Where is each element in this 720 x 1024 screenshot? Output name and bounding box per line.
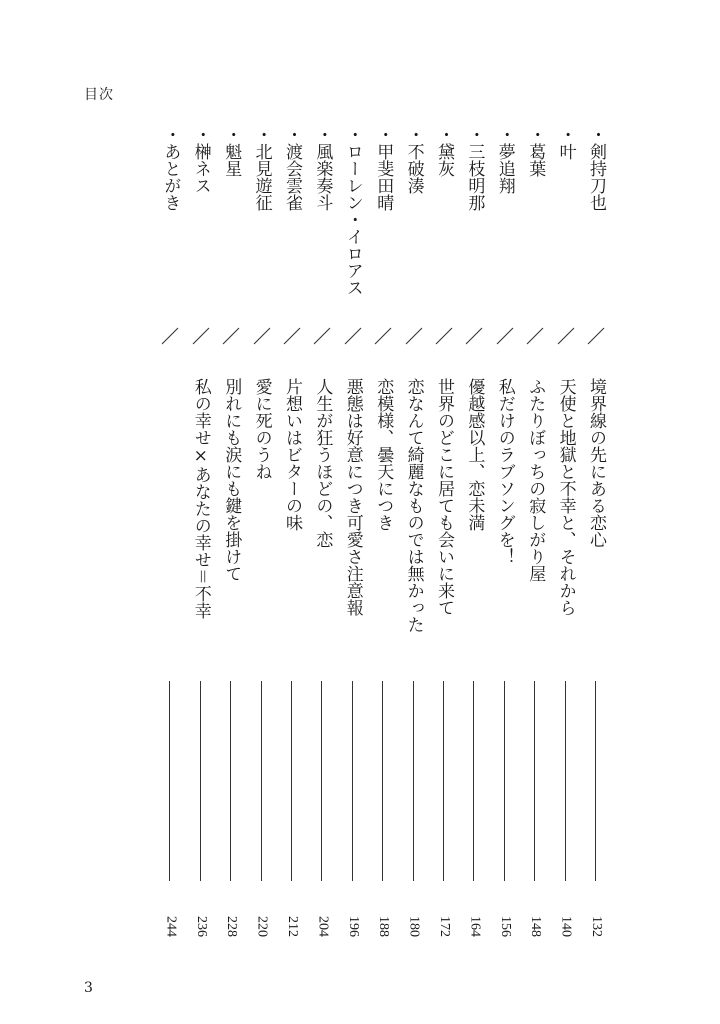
- toc-entry-page: [521, 916, 549, 937]
- toc-entry-subtitle: 私の幸せ×あなたの幸せ＝不幸: [190, 378, 211, 619]
- slash-separator: [434, 326, 454, 346]
- slash-separator: [556, 326, 576, 346]
- toc-entry-page: [491, 916, 519, 937]
- toc-entry: [308, 126, 336, 946]
- toc-entry-page-number: 204: [315, 916, 331, 937]
- toc-entry-subtitle: 悪態は好意につき可愛さ注意報: [342, 378, 363, 616]
- slash-separator: [160, 326, 180, 346]
- toc-entry: [278, 126, 306, 946]
- toc-entry-name: ・不破湊: [403, 126, 424, 194]
- toc-entry-name: ・あとがき: [160, 126, 181, 211]
- toc-entry-page: [582, 916, 610, 937]
- leader-line: [321, 681, 322, 881]
- toc-entry-name: ・甲斐田晴: [373, 126, 394, 211]
- page-title: 目次: [84, 87, 114, 103]
- slash-separator: [282, 326, 302, 346]
- toc-entry-name: ・風楽奏斗: [312, 126, 333, 211]
- toc-entry-name: ・剣持刀也: [586, 126, 606, 211]
- slash-separator: [191, 326, 211, 346]
- toc-entry-subtitle: 人生が狂うほどの、恋: [312, 378, 333, 548]
- leader-line: [504, 681, 505, 881]
- toc-entry-page: [187, 916, 215, 937]
- leader-line: [230, 681, 231, 881]
- toc-entry-page-number: 156: [497, 916, 513, 937]
- leader-line: [352, 681, 353, 881]
- toc-entry-page: [430, 916, 458, 937]
- toc-entry-page-number: 140: [558, 916, 574, 937]
- toc-entry-subtitle: ふたりぼっちの寂しがり屋: [525, 378, 546, 582]
- leader-line: [443, 681, 444, 881]
- toc-entry-page-number: 132: [589, 916, 604, 937]
- toc-entry-page: [339, 916, 367, 937]
- toc-entry-page-number: 228: [224, 916, 240, 937]
- toc-entry-subtitle: 別れにも涙にも鍵を掛けて: [221, 378, 242, 582]
- leader-line: [169, 681, 170, 881]
- toc-entry-name: ・夢追翔: [494, 126, 515, 194]
- toc-entry-name: ・魁星: [221, 126, 242, 177]
- toc-entry-page: [369, 916, 397, 937]
- slash-separator: [252, 326, 272, 346]
- toc-entry-page-number: 244: [163, 916, 179, 937]
- toc-entry: [491, 126, 519, 946]
- toc-entry-page: [217, 916, 245, 937]
- toc-entry: [430, 126, 458, 946]
- toc-entry-page-number: 220: [254, 916, 270, 937]
- toc-entry-name: ・渡会雲雀: [282, 126, 302, 211]
- toc-entry-page: [308, 916, 336, 937]
- toc-entry: [339, 126, 367, 946]
- toc-entry-page-number: 188: [376, 916, 392, 937]
- toc-entry: [582, 126, 610, 946]
- toc-entry-page-number: 164: [467, 916, 483, 937]
- slash-separator: [495, 326, 515, 346]
- toc-entry: [217, 126, 245, 946]
- leader-line: [291, 681, 292, 881]
- toc-entry-page-number: 148: [528, 916, 544, 937]
- toc-entry-page-number: 236: [193, 916, 209, 937]
- toc-entry-page: [248, 916, 276, 937]
- toc-entry-page: [400, 916, 428, 937]
- leader-line: [413, 681, 414, 881]
- toc-entry-page-number: 196: [345, 916, 361, 937]
- toc-entry: [460, 126, 488, 946]
- toc-entry-page-number: 212: [285, 916, 300, 937]
- toc-entry-page: [156, 916, 184, 937]
- page-number: 3: [84, 980, 93, 996]
- toc-entry-subtitle: 優越感以上、恋未満: [464, 378, 485, 531]
- toc-entry-page: [552, 916, 580, 937]
- toc-entry-subtitle: 天使と地獄と不幸と、それから: [555, 378, 576, 616]
- toc-entry-page: [460, 916, 488, 937]
- toc-entry: [400, 126, 428, 946]
- toc-entry-name: ・叶: [555, 126, 576, 160]
- leader-line: [382, 681, 383, 881]
- toc-entry: [369, 126, 397, 946]
- toc-entry: [521, 126, 549, 946]
- toc-entry-subtitle: 恋なんて綺麗なものでは無かった: [403, 378, 424, 633]
- leader-line: [473, 681, 474, 881]
- leader-line: [595, 681, 596, 881]
- toc-entry-subtitle: 私だけのラブソングを！: [494, 378, 515, 565]
- slash-separator: [221, 326, 241, 346]
- toc-entry-subtitle: 恋模様、曇天につき: [373, 378, 394, 531]
- slash-separator: [343, 326, 363, 346]
- slash-separator: [464, 326, 484, 346]
- slash-separator: [312, 326, 332, 346]
- toc-entry: [156, 126, 184, 946]
- toc-entry-name: ・ローレン・イロアス: [342, 126, 363, 296]
- toc-entry-name: ・榊ネス: [190, 126, 211, 194]
- leader-line: [261, 681, 262, 881]
- toc-entry-subtitle: 境界線の先にある恋心: [586, 378, 606, 548]
- slash-separator: [373, 326, 393, 346]
- slash-separator: [525, 326, 545, 346]
- toc-entry: [187, 126, 215, 946]
- toc-entry: [552, 126, 580, 946]
- toc-entry-subtitle: 愛に死のうね: [251, 378, 272, 480]
- slash-separator: [586, 326, 606, 346]
- toc-entry-name: ・三枝明那: [464, 126, 485, 211]
- toc-entry-name: ・北見遊征: [251, 126, 272, 211]
- toc-entry-name: ・葛葉: [525, 126, 546, 177]
- leader-line: [565, 681, 566, 881]
- toc-entry-page-number: 172: [437, 916, 452, 937]
- toc-entry: [248, 126, 276, 946]
- toc-entry-page-number: 180: [406, 916, 422, 937]
- leader-line: [534, 681, 535, 881]
- toc-entry-subtitle: 世界のどこに居ても会いに来て: [434, 378, 454, 616]
- slash-separator: [404, 326, 424, 346]
- toc-entry-name: ・黛灰: [434, 126, 454, 177]
- toc-entry-subtitle: 片想いはビターの味: [282, 378, 302, 531]
- toc-entry-page: [278, 916, 306, 937]
- leader-line: [200, 681, 201, 881]
